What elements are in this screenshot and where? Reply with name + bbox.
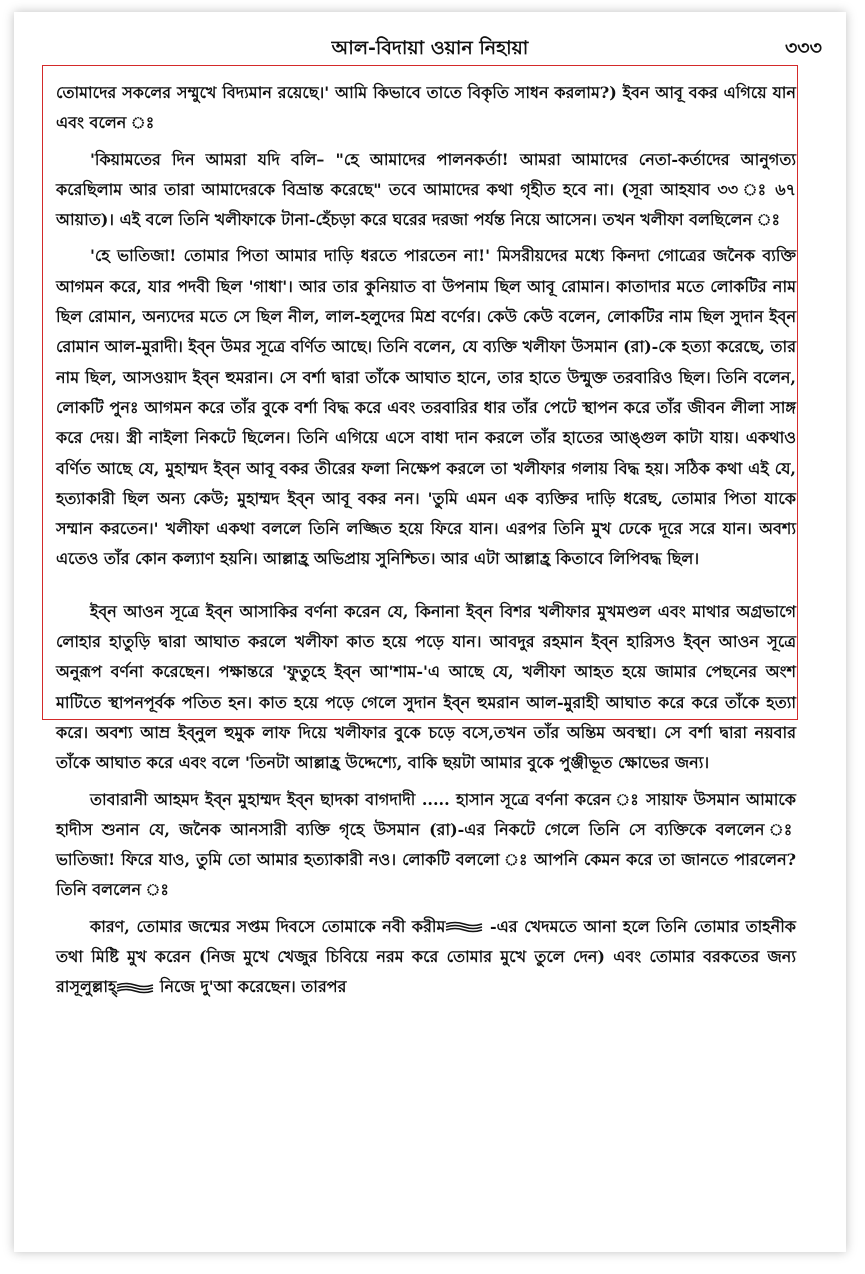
salutation-glyph-icon (445, 921, 483, 933)
page-number: ৩৩৩ (784, 37, 822, 59)
paragraph-3: 'হে ভাতিজা! তোমার পিতা আমার দাড়ি ধরতে পারতেন না!' মিসরীয়দের মধ্যে কিনদা গোত্রের জনৈক ব্যক্তি আগমন করে, যার পদবী ছিল 'গাধা'। আর তার কুনিয়াত বা উপনাম ছিল আবূ রোমান। কাতাদার মতে লোকটির নাম ছিল রোমান, অন্যদের মতে সে ছিল নীল, লাল-হলুদের মিশ্র বর্ণের। কেউ কেউ বলেন, লোকটির নাম ছিল সুদান ইব্ন রোমান আল-মুরাদী। ইব্ন উমর সূত্রে বর্ণিত আছে। তিনি বলেন, যে ব্যক্তি খলীফা উসমান (রা)-কে হত্যা করেছে, তার নাম ছিল, আসওয়াদ ইব্ন হুমরান। সে বর্শা দ্বারা তাঁকে আঘাত হানে, তার হাতে উন্মুক্ত তরবারিও ছিল। তিনি বলেন, লোকটি পুনঃ আগমন করে তাঁর বুকে বর্শা বিদ্ধ করে এবং তরবারির ধার তাঁর পেটে স্থাপন করে তাঁর জীবন লীলা সাঙ্গ করে দেয়। স্ত্রী নাইলা নিকটে ছিলেন। তিনি এগিয়ে এসে বাধা দান করলে তাঁর হাতের আঙ্গুল কাটা যায়। একথাও বর্ণিত আছে যে, মুহাম্মদ ইব্ন আবূ বকর তীরের ফলা নিক্ষেপ করলে তা খলীফার গলায় বিদ্ধ হয়। সঠিক কথা এই যে, হত্যাকারী ছিল অন্য কেউ; মুহাম্মদ ইব্ন আবূ বকর নন। 'তুমি এমন এক ব্যক্তির দাড়ি ধরেছ, তোমার পিতা যাকে সম্মান করতেন।' খলীফা একথা বললে তিনি লজ্জিত হয়ে ফিরে যান। এরপর তিনি মুখ ঢেকে দূরে সরে যান। অবশ্য এতেও তাঁর কোন কল্যাণ হয়নি। আল্লাহ্র অভিপ্রায় সুনিশ্চিত। আর এটা আল্লাহ্র কিতাবে লিপিবদ্ধ ছিল। (56, 246, 796, 569)
running-header (14, 34, 846, 68)
page-body (56, 78, 796, 1009)
paragraph-6 (56, 912, 796, 1003)
paragraph-6-part-1: কারণ, তোমার জন্মের সপ্তম দিবসে তোমাকে নবী করীম (90, 916, 446, 936)
paragraph-6-part-2: -এর খেদমতে আনা হলে তিনি তোমার তাহনীক তথা মিষ্টি মুখ করেন (নিজ মুখে খেজুর চিবিয়ে নরম করে তোমার মুখে তুলে দেন) এবং তোমার বরকতের জন্য রাসূলুল্লাহ্ (56, 916, 796, 997)
paragraph-2: 'কিয়ামতের দিন আমরা যদি বলি– "হে আমাদের পালনকর্তা! আমরা আমাদের নেতা-কর্তাদের আনুগত্য করেছিলাম আর তারা আমাদেরকে বিভ্রান্ত করেছে" তবে আমাদের কথা গৃহীত হবে না। (সূরা আহযাব ৩৩ ঃ ৬৭ আয়াত)। এই বলে তিনি খলীফাকে টানা-হেঁচড়া করে ঘরের দরজা পর্যন্ত নিয়ে আসেন। তখন খলীফা বলছিলেন ঃ (56, 149, 796, 230)
paragraph-5: তাবারানী আহমদ ইব্ন মুহাম্মদ ইব্ন ছাদকা বাগদাদী ..... হাসান সূত্রে বর্ণনা করেন ঃ সায়াফ উসমান আমাকে হাদীস শুনান যে, জনৈক আনসারী ব্যক্তি গৃহে উসমান (রা)-এর নিকটে গেলে তিনি সে ব্যক্তিকে বললেন ঃ ভাতিজা! ফিরে যাও, তুমি তো আমার হত্যাকারী নও। লোকটি বললো ঃ আপনি কেমন করে তা জানতে পারলেন? তিনি বললেন ঃ (56, 789, 796, 900)
book-title: আল-বিদায়া ওয়ান নিহায়া (331, 37, 529, 59)
paragraph-1: তোমাদের সকলের সম্মুখে বিদ্যমান রয়েছে।' আমি কিভাবে তাতে বিকৃতি সাধন করলাম?) ইবন আবূ বকর এগিয়ে যান এবং বলেন ঃ (56, 83, 796, 133)
paragraph-6-part-3: নিজে দু'আ করেছেন। তারপর (154, 977, 347, 997)
salutation-glyph-icon (116, 982, 154, 994)
paragraph-4: ইব্ন আওন সূত্রে ইব্ন আসাকির বর্ণনা করেন যে, কিনানা ইব্ন বিশর খলীফার মুখমণ্ডল এবং মাথার অগ্রভাগে লোহার হাতুড়ি দ্বারা আঘাত করলে খলীফা কাত হয়ে পড়ে যান। আবদুর রহমান ইব্ন হারিসও ইব্ন আওন সূত্রে অনুরূপ বর্ণনা করেছেন। পক্ষান্তরে 'ফুতুহে ইব্ন আ'শাম-'এ আছে যে, খলীফা আহত হয়ে জামার পেছনের অংশ মাটিতে স্থাপনপূর্বক পতিত হন। কাত হয়ে পড়ে গেলে সুদান ইব্ন হুমরান আল-মুরাহী আঘাত করে করে তাঁকে হত্যা করে। অবশ্য আম্র ইব্নুল হুমুক লাফ দিয়ে খলীফার বুকে চড়ে বসে,তখন তাঁর অন্তিম অবস্থা। সে বর্শা দ্বারা নয়বার তাঁকে আঘাত করে এবং বলে 'তিনটা আল্লাহ্র উদ্দেশ্যে, বাকি ছয়টা আমার বুকে পুঞ্জীভূত ক্ষোভের জন্য। (56, 601, 796, 773)
